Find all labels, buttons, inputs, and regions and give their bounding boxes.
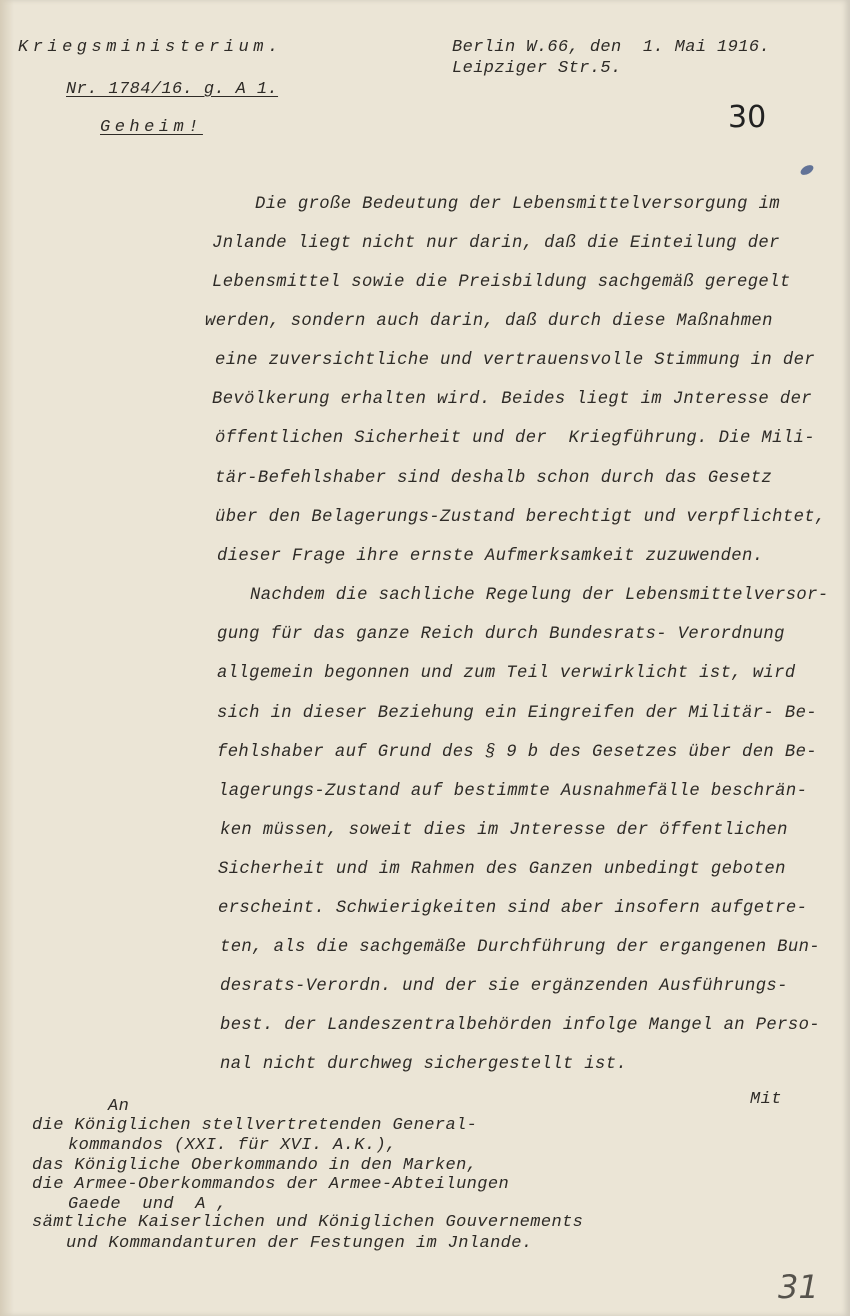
addressee-line: das Königliche Oberkommando in den Marken, — [32, 1156, 478, 1175]
body-line: ten, als die sachgemäße Durchführung der ergangenen Bun- — [220, 938, 820, 957]
reference-number: Nr. 1784/16. g. A 1. — [66, 80, 279, 99]
body-line: lagerungs-Zustand auf bestimmte Ausnahmefälle beschrän- — [218, 782, 808, 801]
body-line: tär-Befehlshaber sind deshalb schon durch das Gesetz — [215, 469, 773, 488]
body-line: über den Belagerungs-Zustand berechtigt und verpflichtet, — [215, 508, 826, 527]
addressee-line: Gaede und A , — [68, 1195, 228, 1214]
body-line: Jnlande liegt nicht nur darin, daß die Einteilung der — [212, 234, 780, 253]
addressee-line: sämtliche Kaiserlichen und Königlichen Gouvernements — [32, 1213, 584, 1232]
addressee-line: die Armee-Oberkommandos der Armee-Abteilungen — [32, 1175, 510, 1194]
addressee-line: kommandos (XXI. für XVI. A.K.), — [68, 1136, 397, 1155]
body-line: best. der Landeszentralbehörden infolge Mangel an Perso- — [220, 1016, 820, 1035]
body-line: öffentlichen Sicherheit und der Kriegführung. Die Mili- — [215, 429, 815, 448]
body-line: Lebensmittel sowie die Preisbildung sachgemäß geregelt — [212, 273, 791, 292]
body-line: sich in dieser Beziehung ein Eingreifen der Militär- Be- — [217, 704, 817, 723]
addressee-line: die Königlichen stellvertretenden General- — [32, 1116, 478, 1135]
body-line: erscheint. Schwierigkeiten sind aber insofern aufgetre- — [218, 899, 808, 918]
body-line: Bevölkerung erhalten wird. Beides liegt im Jnteresse der — [212, 390, 812, 409]
body-line: Nachdem die sachliche Regelung der Lebensmittelversor- — [250, 586, 829, 605]
addressee-intro: An — [108, 1097, 130, 1116]
ministry-heading: Kriegsministerium. — [18, 38, 283, 57]
addressee-line: und Kommandanturen der Festungen im Jnlande. — [66, 1234, 533, 1253]
street-address: Leipziger Str.5. — [452, 59, 622, 78]
page-number: 31 — [778, 1268, 819, 1306]
catchword: Mit — [750, 1090, 782, 1109]
body-line: fehlshaber auf Grund des § 9 b des Gesetzes über den Be- — [217, 743, 817, 762]
body-line: Die große Bedeutung der Lebensmittelversorgung im — [255, 195, 780, 214]
ink-mark — [799, 163, 815, 177]
folio-number: 30 — [728, 100, 767, 135]
classification-stamp: Geheim! — [100, 118, 203, 137]
body-line: Sicherheit und im Rahmen des Ganzen unbedingt geboten — [218, 860, 786, 879]
body-line: allgemein begonnen und zum Teil verwirklicht ist, wird — [217, 664, 796, 683]
body-line: desrats-Verordn. und der sie ergänzenden Ausführungs- — [220, 977, 788, 996]
place-date: Berlin W.66, den 1. Mai 1916. — [452, 38, 771, 57]
body-line: nal nicht durchweg sichergestellt ist. — [220, 1055, 628, 1074]
body-line: ken müssen, soweit dies im Jnteresse der öffentlichen — [220, 821, 788, 840]
body-line: werden, sondern auch darin, daß durch diese Maßnahmen — [205, 312, 773, 331]
body-line: gung für das ganze Reich durch Bundesrats- Verordnung — [217, 625, 785, 644]
body-line: eine zuversichtliche und vertrauensvolle Stimmung in der — [215, 351, 815, 370]
body-line: dieser Frage ihre ernste Aufmerksamkeit zuzuwenden. — [217, 547, 764, 566]
